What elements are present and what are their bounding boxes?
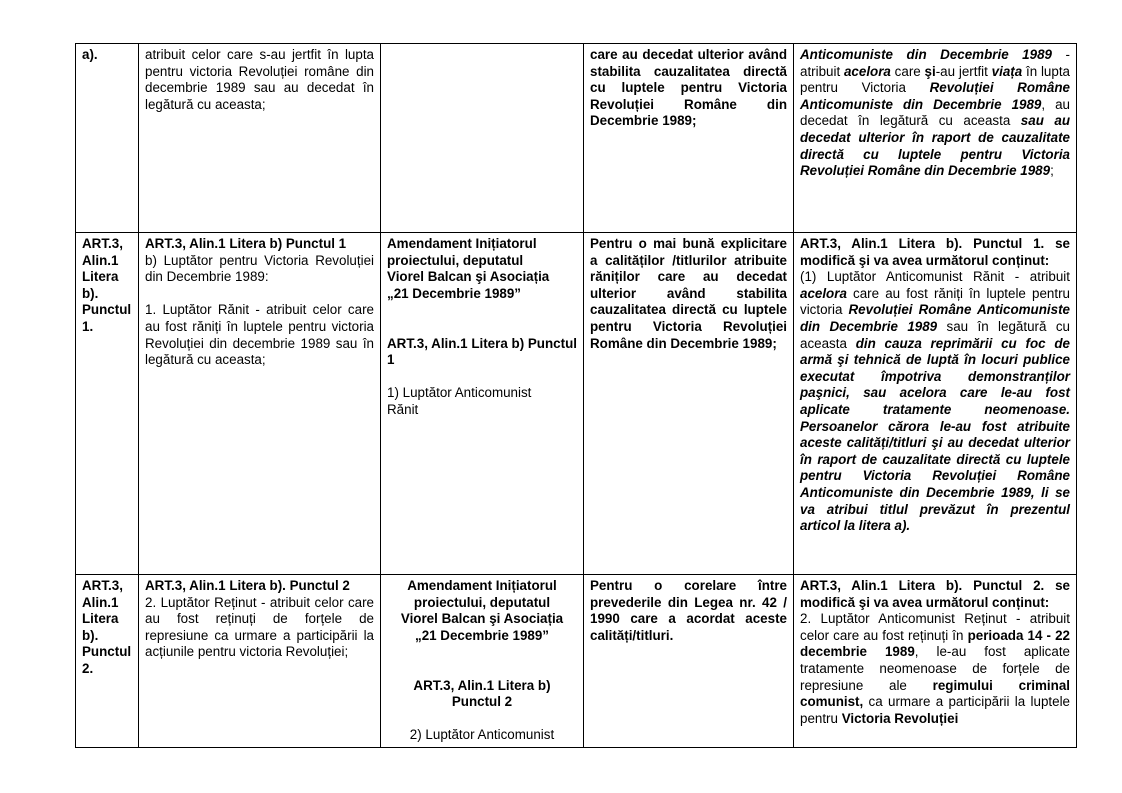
cell-r1-amendment-author bbox=[381, 44, 584, 233]
paragraph: ART.3, Alin.1 Litera b) Punctul 1 bbox=[387, 335, 577, 368]
paragraph: (1) Luptător Anticomunist Rănit - atribuit acelora care au fost răniți în luptele pentru victoria Revoluției Române Anticomuniste din Decembrie 1989 sau în legătură cu aceasta din cauza reprimării cu foc de armă şi tehnică de luptă în locuri publice executat împotriva demonstranților paşnici, sau acelora care le-au fost aplicate tratamente neomenoase. Persoanelor cărora le-au fost atribuite aceste calități/titluri şi au decedat ulterior în raport de cauzalitate directă cu luptele pentru Victoria Revoluției Române Anticomuniste din Decembrie 1989, li se va atribui titlul prevăzut în prezentul articol la litera a). bbox=[800, 269, 1070, 534]
cell-r2-amendment-author bbox=[381, 233, 584, 575]
cell-r1-article-ref bbox=[76, 44, 139, 233]
table-row bbox=[76, 575, 1077, 748]
paragraph: a). bbox=[82, 47, 98, 62]
paragraph bbox=[387, 369, 577, 386]
paragraph: ART.3, Alin.1 Litera b). Punctul 1. se modifică şi va avea următorul conținut: bbox=[800, 236, 1070, 268]
paragraph: Amendament Inițiatorul bbox=[387, 236, 537, 251]
cell-r2-proposed-text bbox=[794, 233, 1077, 575]
paragraph: ART.3, Alin.1 Litera b) bbox=[413, 677, 551, 693]
paragraph bbox=[387, 711, 577, 728]
paragraph: atribuit celor care s-au jertfit în lupta pentru victoria Revoluției române din decembrie 1989 sau au decedat în legătură cu aceasta; bbox=[145, 47, 374, 112]
paragraph bbox=[387, 302, 577, 319]
paragraph: Viorel Balcan şi Asociația bbox=[387, 269, 550, 285]
cell-r3-amendment-author bbox=[381, 575, 584, 748]
table-row bbox=[76, 44, 1077, 233]
paragraph: Rănit bbox=[387, 401, 419, 417]
paragraph: b) Luptător pentru Victoria Revoluției din Decembrie 1989: bbox=[145, 252, 374, 285]
cell-r3-proposed-text bbox=[794, 575, 1077, 748]
paragraph: care au decedat ulterior având stabilita cauzalitatea directă cu luptele pentru Victoria Revoluției Române din Decembrie 1989; bbox=[590, 47, 787, 129]
paragraph bbox=[387, 661, 577, 678]
paragraph: ART.3, Alin.1 Litera b). Punctul 2. se modifică şi va avea următorul conținut: bbox=[800, 578, 1070, 610]
paragraph: ART.3, Alin.1 Litera b) Punctul 1 bbox=[145, 236, 347, 251]
paragraph: Pentru o corelare între prevederile din Legea nr. 42 / 1990 care a acordat aceste calități/titluri. bbox=[590, 578, 787, 643]
paragraph: ART.3, Alin.1 Litera b). Punctul 2. bbox=[82, 578, 132, 676]
paragraph bbox=[387, 644, 577, 661]
amendment-comparison-table bbox=[75, 43, 1077, 748]
cell-r2-current-text bbox=[139, 233, 381, 575]
paragraph: „21 Decembrie 1989” bbox=[415, 627, 549, 643]
paragraph: ART.3, Alin.1 Litera b). Punctul 2 bbox=[145, 578, 350, 593]
paragraph: 2) Luptător Anticomunist bbox=[409, 727, 555, 743]
paragraph: Anticomuniste din Decembrie 1989 - atribuit acelora care şi-au jertfit viața în lupta pentru Victoria Revoluției Române Anticomuniste din Decembrie 1989, au decedat în legătură cu aceasta sau au decedat ulterior în raport de cauzalitate directă cu luptele pentru Victoria Revoluției Române din Decembrie 1989; bbox=[800, 47, 1071, 179]
paragraph: Amendament Inițiatorul bbox=[407, 578, 557, 593]
paragraph: Viorel Balcan şi Asociația bbox=[400, 611, 564, 627]
paragraph: proiectului, deputatul bbox=[413, 594, 551, 610]
paragraph bbox=[387, 319, 577, 336]
cell-r3-motivation bbox=[584, 575, 794, 748]
cell-r2-article-ref bbox=[76, 233, 139, 575]
cell-r1-proposed-text bbox=[794, 44, 1077, 233]
cell-r1-motivation bbox=[584, 44, 794, 233]
paragraph: 2. Luptător Anticomunist Reținut - atribuit celor care au fost reținuți în perioada 14 - 22 decembrie 1989, le-au fost aplicate tratamente neomenoase de forțele de represiune ale regimului criminal comunist, ca urmare a participării la luptele pentru Victoria Revoluției bbox=[800, 611, 1070, 726]
paragraph: 1) Luptător Anticomunist bbox=[387, 385, 532, 401]
paragraph: ART.3, Alin.1 Litera b). Punctul 1. bbox=[82, 236, 132, 334]
paragraph: 1. Luptător Rănit - atribuit celor care au fost răniți în luptele pentru victoria Revoluției din decembrie 1989 sau în legătură cu aceasta; bbox=[145, 302, 374, 368]
paragraph: Pentru o mai bună explicitare a calităților /titlurilor atribuite răniților care au decedat ulterior având stabilita cauzalitatea directă cu luptele pentru Victoria Revoluției Române din Decembrie 1989; bbox=[590, 236, 787, 351]
cell-r3-article-ref bbox=[76, 575, 139, 748]
cell-r2-motivation bbox=[584, 233, 794, 575]
cell-r3-current-text bbox=[139, 575, 381, 748]
table-row bbox=[76, 233, 1077, 575]
paragraph: proiectului, deputatul bbox=[387, 252, 524, 268]
paragraph: Punctul 2 bbox=[451, 694, 513, 710]
paragraph bbox=[145, 286, 374, 303]
paragraph: 2. Luptător Reținut - atribuit celor care au fost reținuți de forțele de represiune ca urmare a participării la acțiunile pentru victoria Revoluției; bbox=[145, 594, 374, 660]
cell-r1-current-text bbox=[139, 44, 381, 233]
paragraph: „21 Decembrie 1989” bbox=[387, 285, 521, 301]
